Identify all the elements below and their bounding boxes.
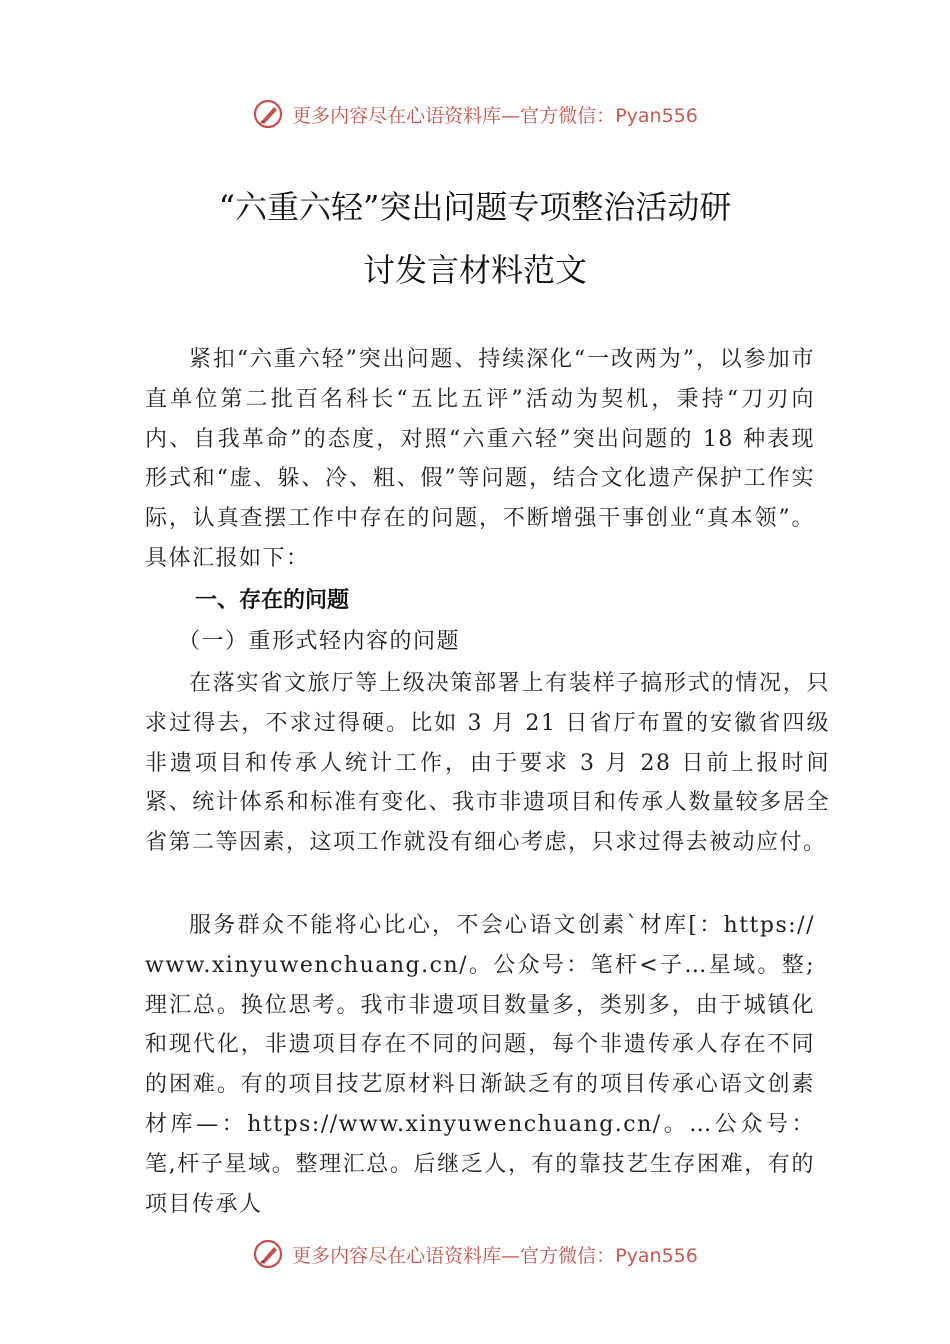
watermark-banner-top bbox=[0, 94, 950, 134]
watermark-banner-bottom bbox=[0, 1234, 950, 1274]
body-paragraph-1: 在落实省文旅厅等上级决策部署上有装样子搞形式的情况，只求过得去，不求过得硬。比如 3 月 21 日省厅布置的安徽省四级非遗项目和传承人统计工作，由于要求 3 月 28 日前上报时间紧、统计体系和标准有变化、我市非遗项目和传承人数量较多居全省第二等因素，这项工作就没有细心考虑，只求过得去被动应付。 bbox=[145, 671, 830, 856]
document-title-line1: “六重六轻”突出问题专项整治活动研 bbox=[218, 188, 732, 226]
document-title-line2: 讨发言材料范文 bbox=[362, 251, 587, 289]
subsection-heading: （一）重形式轻内容的问题 bbox=[178, 629, 461, 654]
section-heading: 一、存在的问题 bbox=[195, 588, 350, 613]
pen-logo-icon bbox=[252, 1238, 284, 1270]
pen-logo-icon bbox=[252, 98, 284, 130]
body-paragraph-2: 服务群众不能将心比心，不会心语文创素`材库[：https://www.xinyuwenchuang.cn/。公众号：笔杆<子…星域。整;理汇总。换位思考。我市非遗项目数量多，类别多，由于城镇化和现代化，非遗项目存在不同的问题，每个非遗传承人存在不同的困难。有的项目技艺原材料日渐缺乏有的项目传承心语文创素材库—：https://www.xinyuwenchuang.cn/。…公众号：笔,杆子星域。整理汇总。后继乏人，有的靠技艺生存困难，有的项目传承人 bbox=[145, 913, 815, 1217]
watermark-text: 更多内容尽在心语资料库—官方微信：Pyan556 bbox=[292, 104, 698, 127]
watermark-text: 更多内容尽在心语资料库—官方微信：Pyan556 bbox=[292, 1244, 698, 1267]
intro-paragraph: 紧扣“六重六轻”突出问题、持续深化“一改两为”，以参加市直单位第二批百名科长“五比五评”活动为契机，秉持“刀刃向内、自我革命”的态度，对照“六重六轻”突出问题的 18 种表现形式和“虚、躲、冷、粗、假”等问题，结合文化遗产保护工作实际，认真查摆工作中存在的问题，不断增强干事创业“真本领”。具体汇报如下： bbox=[145, 347, 815, 571]
